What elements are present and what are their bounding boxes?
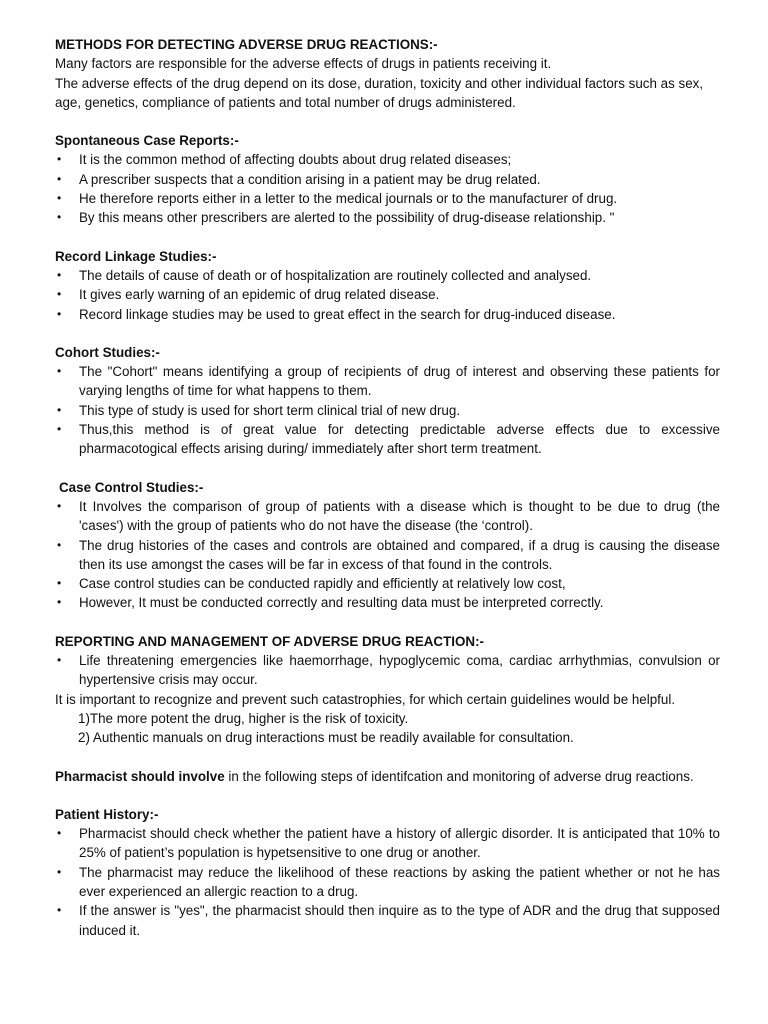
reporting-paragraph: It is important to recognize and prevent such catastrophies, for which certain guidelines would be helpful. <box>55 691 676 707</box>
list-item: • Life threatening emergencies like haemorrhage, hypoglycemic coma, cardiac arrhythmias, convulsion or hypertensive crisis may occur. <box>57 653 720 688</box>
list-item: • If the answer is "yes", the pharmacist should then inquire as to the type of ADR and the drug that supposed induced it. <box>57 903 720 938</box>
bullet-icon: • <box>57 826 62 841</box>
section-heading-cohort: Cohort Studies:- <box>55 344 160 360</box>
intro-line-2: The adverse effects of the drug depend on its dose, duration, toxicity and other individual factors such as sex, age, genetics, compliance of patients and total number of drugs administered. <box>55 75 704 110</box>
list-item: • Record linkage studies may be used to great effect in the search for drug-induced disease. <box>55 305 720 324</box>
bullet-icon: • <box>57 287 62 302</box>
reporting-list <box>55 651 720 690</box>
record-linkage-list <box>55 266 720 324</box>
bullet-icon: • <box>57 595 62 610</box>
case-control-list <box>55 497 720 613</box>
bullet-icon: • <box>57 152 62 167</box>
spacer <box>55 324 720 343</box>
list-item: • The details of cause of death or of hospitalization are routinely collected and analysed. <box>55 266 720 285</box>
section-heading-spontaneous: Spontaneous Case Reports:- <box>55 133 239 149</box>
list-item: • By this means other prescribers are alerted to the possibility of drug-disease relationship. " <box>55 208 720 227</box>
bullet-icon: • <box>57 402 62 417</box>
intro-line-1: Many factors are responsible for the adverse effects of drugs in patients receiving it. <box>55 56 552 72</box>
bullet-icon: • <box>57 537 62 552</box>
spacer <box>55 613 720 632</box>
section-heading-reporting: REPORTING AND MANAGEMENT OF ADVERSE DRUG REACTION:- <box>55 633 484 649</box>
list-item: • It Involves the comparison of group of patients with a disease which is thought to be due to drug (the 'cases') with the group of patients who do not have the disease (the ‘control). <box>57 498 720 534</box>
bullet-icon: • <box>57 267 62 282</box>
bullet-icon: • <box>57 422 62 437</box>
main-title: METHODS FOR DETECTING ADVERSE DRUG REACTIONS:- <box>55 37 438 52</box>
list-item: • It is the common method of affecting doubts about drug related diseases; <box>55 150 720 169</box>
bullet-icon: • <box>57 576 62 591</box>
list-item: • The "Cohort" means identifying a group of recipients of drug of interest and observing these patients for varying lengths of time for what happens to them. <box>57 364 720 399</box>
list-item: • Thus,this method is of great value for detecting predictable adverse effects due to excessive pharmacotogical effects arising during/ immediately after short term treatment. <box>57 422 720 457</box>
guideline-point-1: 1)The more potent the drug, higher is the risk of toxicity. <box>78 710 409 726</box>
bullet-icon: • <box>57 306 62 321</box>
bullet-icon: • <box>57 364 62 379</box>
list-item: • The pharmacist may reduce the likelihood of these reactions by asking the patient whether or not he has ever experienced an allergic reaction to a drug. <box>57 864 720 899</box>
bullet-icon: • <box>57 903 62 918</box>
list-item: • A prescriber suspects that a condition arising in a patient may be drug related. <box>55 170 720 189</box>
pharmacist-lead: Pharmacist should involve <box>55 768 225 784</box>
section-heading-record-linkage: Record Linkage Studies:- <box>55 248 217 264</box>
bullet-icon: • <box>57 864 62 879</box>
section-heading-case-control: Case Control Studies:- <box>59 479 204 495</box>
bullet-icon: • <box>57 498 62 513</box>
cohort-list <box>55 362 720 458</box>
list-item: • This type of study is used for short term clinical trial of new drug. <box>55 401 720 420</box>
section-heading-patient-history: Patient History:- <box>55 806 159 822</box>
pharmacist-paragraph <box>55 767 720 786</box>
list-item: • It gives early warning of an epidemic of drug related disease. <box>55 285 720 304</box>
patient-history-list <box>55 824 720 940</box>
pharmacist-rest: in the following steps of identifcation and monitoring of adverse drug reactions. <box>224 768 694 784</box>
spacer <box>55 748 720 767</box>
list-item: • Pharmacist should check whether the patient have a history of allergic disorder. It is anticipated that 10% to 25% of patient’s population is hypetsensitive to one drug or another. <box>57 826 720 861</box>
spacer <box>55 459 720 478</box>
list-item: • However, It must be conducted correctly and resulting data must be interpreted correctly. <box>55 593 720 612</box>
list-item: • The drug histories of the cases and controls are obtained and compared, if a drug is causing the disease then its use amongst the cases will be far in excess of that found in the controls. <box>57 537 720 572</box>
spontaneous-list <box>55 150 720 227</box>
list-item: • He therefore reports either in a letter to the medical journals or to the manufacturer of drug. <box>55 189 720 208</box>
guideline-point-2: 2) Authentic manuals on drug interactions must be readily available for consultation. <box>78 730 574 746</box>
list-item: • Case control studies can be conducted rapidly and efficiently at relatively low cost, <box>55 574 720 593</box>
bullet-icon: • <box>57 171 62 186</box>
bullet-icon: • <box>57 191 62 206</box>
spacer <box>55 786 720 805</box>
spacer <box>55 112 720 131</box>
bullet-icon: • <box>57 210 62 225</box>
bullet-icon: • <box>57 653 62 668</box>
spacer <box>55 228 720 247</box>
